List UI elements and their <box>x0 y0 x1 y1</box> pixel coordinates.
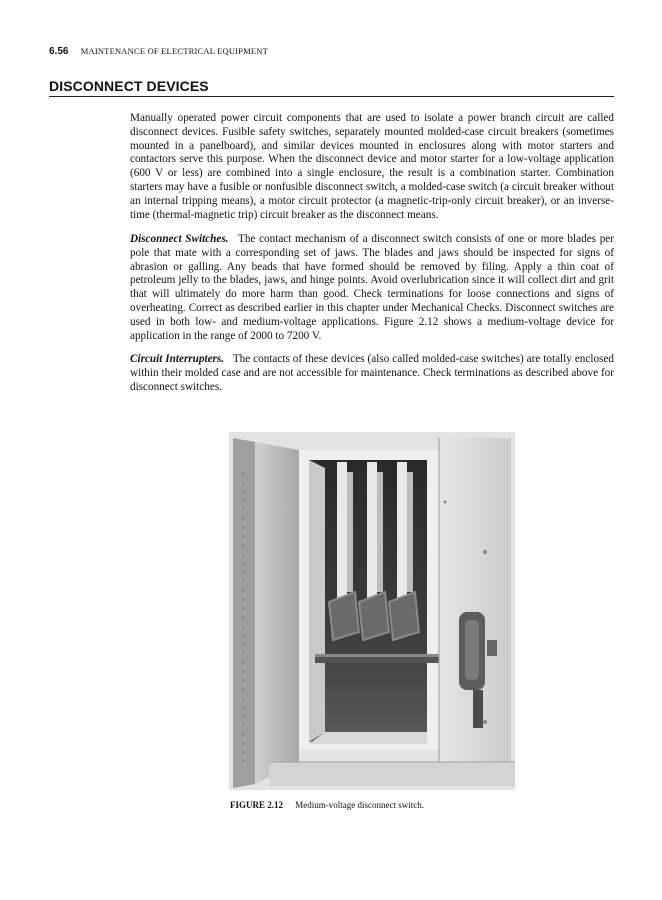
figure-label: FIGURE 2.12 <box>230 800 284 810</box>
section-title: DISCONNECT DEVICES <box>49 78 209 94</box>
door-edge <box>233 438 255 788</box>
enclosure-side-panel <box>439 438 511 784</box>
switch-blades <box>329 592 419 640</box>
running-title: MAINTENANCE OF ELECTRICAL EQUIPMENT <box>80 46 269 56</box>
paragraph-disconnect-switches-text: The contact mechanism of a disconnect switch consists of one or more blades per pole that mate with a corresponding set of jaws. The blades and jaws should be inspected for signs of abrasion or galling. Any beads that have formed should be removed by filing. Apply a thin coat of petroleum jelly to the blades, jaws, and hinge points. Avoid overlubrication since it will collect dirt and grit that will ultimately do more harm than good. Check terminations for loose connections and signs of overheating. Correct as described earlier in this chapter under Mechanical Checks. Disconnect switches are used in both low- and medium-voltage applications. Figure 2.12 shows a medium-voltage device for application in the range of 2000 to 7200 V. <box>130 233 614 342</box>
paragraph-circuit-interrupters <box>130 353 614 394</box>
enclosure-door <box>255 442 299 784</box>
figure-caption-text: Medium-voltage disconnect switch. <box>295 800 424 810</box>
insulator-columns <box>337 462 413 612</box>
page-number: 6.56 <box>49 46 69 57</box>
paragraph-lead-disconnect-switches: Disconnect Switches. <box>130 233 229 245</box>
paragraph-lead-circuit-interrupters: Circuit Interrupters. <box>130 353 225 365</box>
paragraph-intro-text: Manually operated power circuit components that are used to isolate a power branch circuit are called disconnect devices. Fusible safety switches, separately mounted molded-case circuit breakers (sometimes mounted in a panelboard), and similar devices mounted in enclosures along with motor starters and contactors serve this purpose. When the disconnect device and motor starter for a low-voltage application (600 V or less) are combined into a single enclosure, the result is a combination starter. Combination starters may have a fusible or nonfusible disconnect switch, a molded-case switch (a circuit breaker without an internal tripping means), a motor circuit protector (a magnetic-trip-only circuit breaker), or an inverse-time (thermal-magnetic trip) circuit breaker as the disconnect means. <box>130 112 614 221</box>
figure-caption <box>230 800 424 810</box>
paragraph-circuit-interrupters-text: The contacts of these devices (also called molded-case switches) are totally enclosed within their molded case and are not accessible for maintenance. Check terminations as described above for disconnect switches. <box>130 353 614 393</box>
section-rule <box>49 96 614 97</box>
disconnect-switch-illustration <box>229 432 515 790</box>
running-header <box>49 46 268 57</box>
paragraph-intro <box>130 112 614 222</box>
enclosure-base <box>269 762 515 786</box>
figure-photo-disconnect-switch <box>229 432 515 790</box>
paragraph-disconnect-switches <box>130 233 614 343</box>
